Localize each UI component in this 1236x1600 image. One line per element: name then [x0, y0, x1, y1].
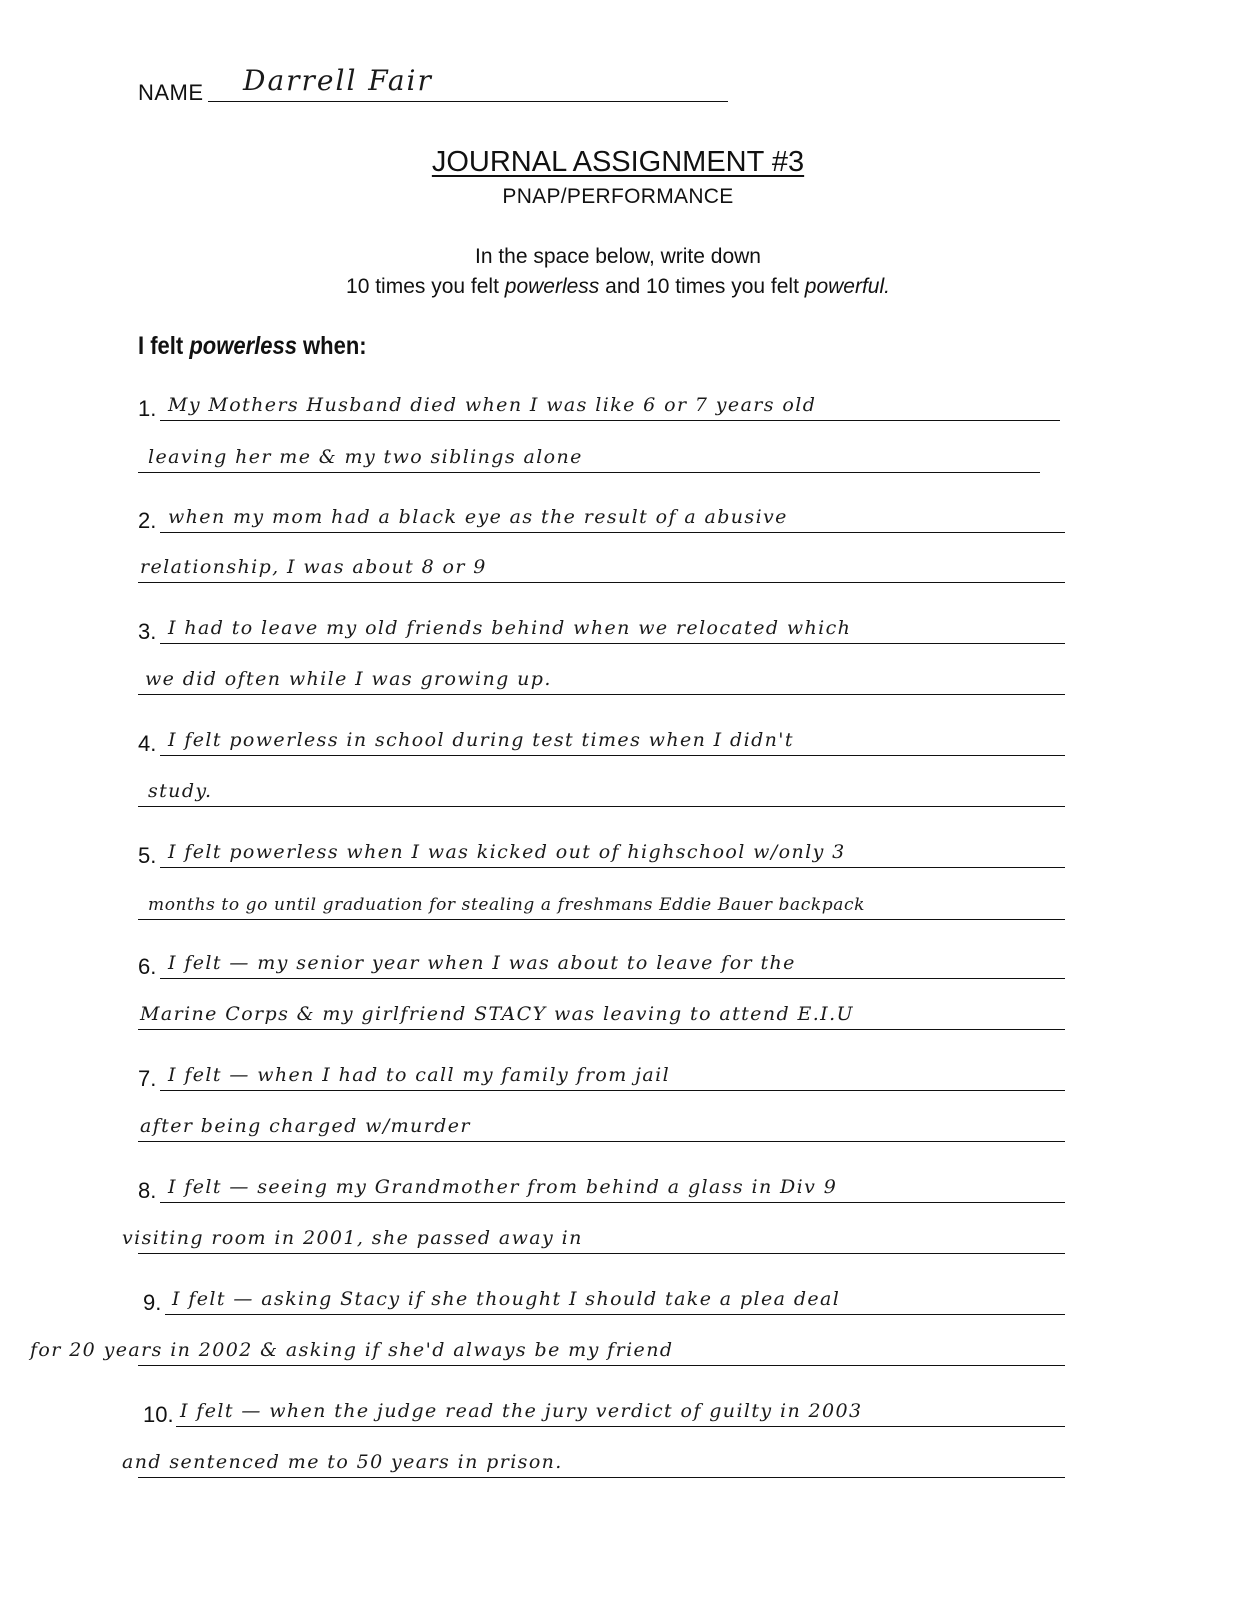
heading-powerless: powerless	[189, 332, 297, 360]
entry-8	[0, 1178, 1236, 1290]
page-title-text: JOURNAL ASSIGNMENT #3	[431, 146, 805, 178]
section-heading	[138, 332, 367, 361]
answer-line	[160, 532, 1065, 533]
handwritten-line: leaving her me & my two siblings alone	[148, 446, 583, 468]
answer-line	[138, 1365, 1065, 1366]
instruction-line-1: In the space below, write down	[474, 245, 761, 268]
handwritten-line: months to go until graduation for stealing a freshmans Eddie Bauer backpack	[148, 895, 866, 915]
name-line	[208, 101, 728, 102]
handwritten-line: after being charged w/murder	[140, 1115, 471, 1137]
instruction-powerful: powerful.	[804, 275, 890, 298]
handwritten-line: I felt — my senior year when I was about to leave for the	[168, 952, 796, 974]
entry-number: 7.	[138, 1066, 157, 1091]
answer-line	[160, 1202, 1065, 1203]
instruction-line-2	[0, 272, 1236, 302]
handwritten-line: for 20 years in 2002 & asking if she'd always be my friend	[30, 1339, 674, 1361]
handwritten-line: and sentenced me to 50 years in prison.	[122, 1451, 563, 1473]
entry-1	[0, 396, 1236, 508]
answer-line	[138, 582, 1065, 583]
handwritten-line: we did often while I was growing up.	[145, 668, 552, 690]
answer-line	[176, 1426, 1065, 1427]
answer-line	[165, 1314, 1065, 1315]
entry-9	[0, 1290, 1236, 1402]
instruction-powerless: powerless	[504, 275, 600, 298]
entry-10	[0, 1402, 1236, 1514]
instruction-text-a: 10 times you felt	[346, 275, 505, 298]
entry-4	[0, 731, 1236, 843]
entry-number: 10.	[143, 1402, 174, 1427]
entry-number: 8.	[138, 1178, 157, 1203]
handwritten-line: Marine Corps & my girlfriend STACY was leaving to attend E.I.U	[140, 1003, 854, 1025]
name-row	[138, 64, 738, 108]
answer-line	[138, 1253, 1065, 1254]
page-title	[0, 146, 1236, 179]
entry-number: 4.	[138, 731, 157, 756]
handwritten-line: My Mothers Husband died when I was like 6 or 7 years old	[168, 394, 817, 416]
name-signature: Darrell Fair	[243, 64, 433, 97]
answer-line	[160, 978, 1065, 979]
handwritten-line: I felt — seeing my Grandmother from behind a glass in Div 9	[168, 1176, 838, 1198]
instruction-text-c: and 10 times you felt	[599, 275, 805, 298]
instructions	[0, 242, 1236, 302]
answer-line	[160, 420, 1060, 421]
entry-number: 6.	[138, 954, 157, 979]
entry-5	[0, 843, 1236, 955]
answer-line	[138, 1029, 1065, 1030]
name-label: NAME	[138, 80, 204, 105]
answer-line	[160, 867, 1065, 868]
entry-7	[0, 1066, 1236, 1178]
handwritten-line: I felt — when I had to call my family from jail	[168, 1064, 671, 1086]
heading-text-a: I felt	[138, 332, 190, 360]
handwritten-line: visiting room in 2001, she passed away in	[122, 1227, 583, 1249]
answer-line	[138, 1477, 1065, 1478]
answer-line	[160, 755, 1065, 756]
handwritten-line: I had to leave my old friends behind when we relocated which	[168, 617, 852, 639]
page-subtitle: PNAP/PERFORMANCE	[502, 185, 734, 208]
handwritten-line: I felt — asking Stacy if she thought I should take a plea deal	[172, 1288, 841, 1310]
handwritten-line: study.	[148, 780, 213, 802]
handwritten-line: I felt powerless when I was kicked out of highschool w/only 3	[168, 841, 846, 863]
handwritten-line: I felt powerless in school during test times when I didn't	[168, 729, 794, 751]
entry-3	[0, 619, 1236, 731]
entry-6	[0, 954, 1236, 1066]
answer-line	[138, 472, 1040, 473]
answer-line	[138, 919, 1065, 920]
answer-line	[138, 806, 1065, 807]
entry-number: 5.	[138, 843, 157, 868]
entry-2	[0, 508, 1236, 620]
answer-line	[138, 694, 1065, 695]
entry-number: 2.	[138, 508, 157, 533]
answer-line	[160, 643, 1065, 644]
handwritten-line: relationship, I was about 8 or 9	[140, 556, 487, 578]
answer-line	[160, 1090, 1065, 1091]
entry-number: 9.	[143, 1290, 162, 1315]
answer-line	[138, 1141, 1065, 1142]
entry-number: 3.	[138, 619, 157, 644]
heading-text-c: when:	[296, 332, 367, 360]
entry-number: 1.	[138, 396, 157, 421]
handwritten-line: I felt — when the judge read the jury verdict of guilty in 2003	[180, 1400, 863, 1422]
handwritten-line: when my mom had a black eye as the result of a abusive	[168, 506, 788, 528]
